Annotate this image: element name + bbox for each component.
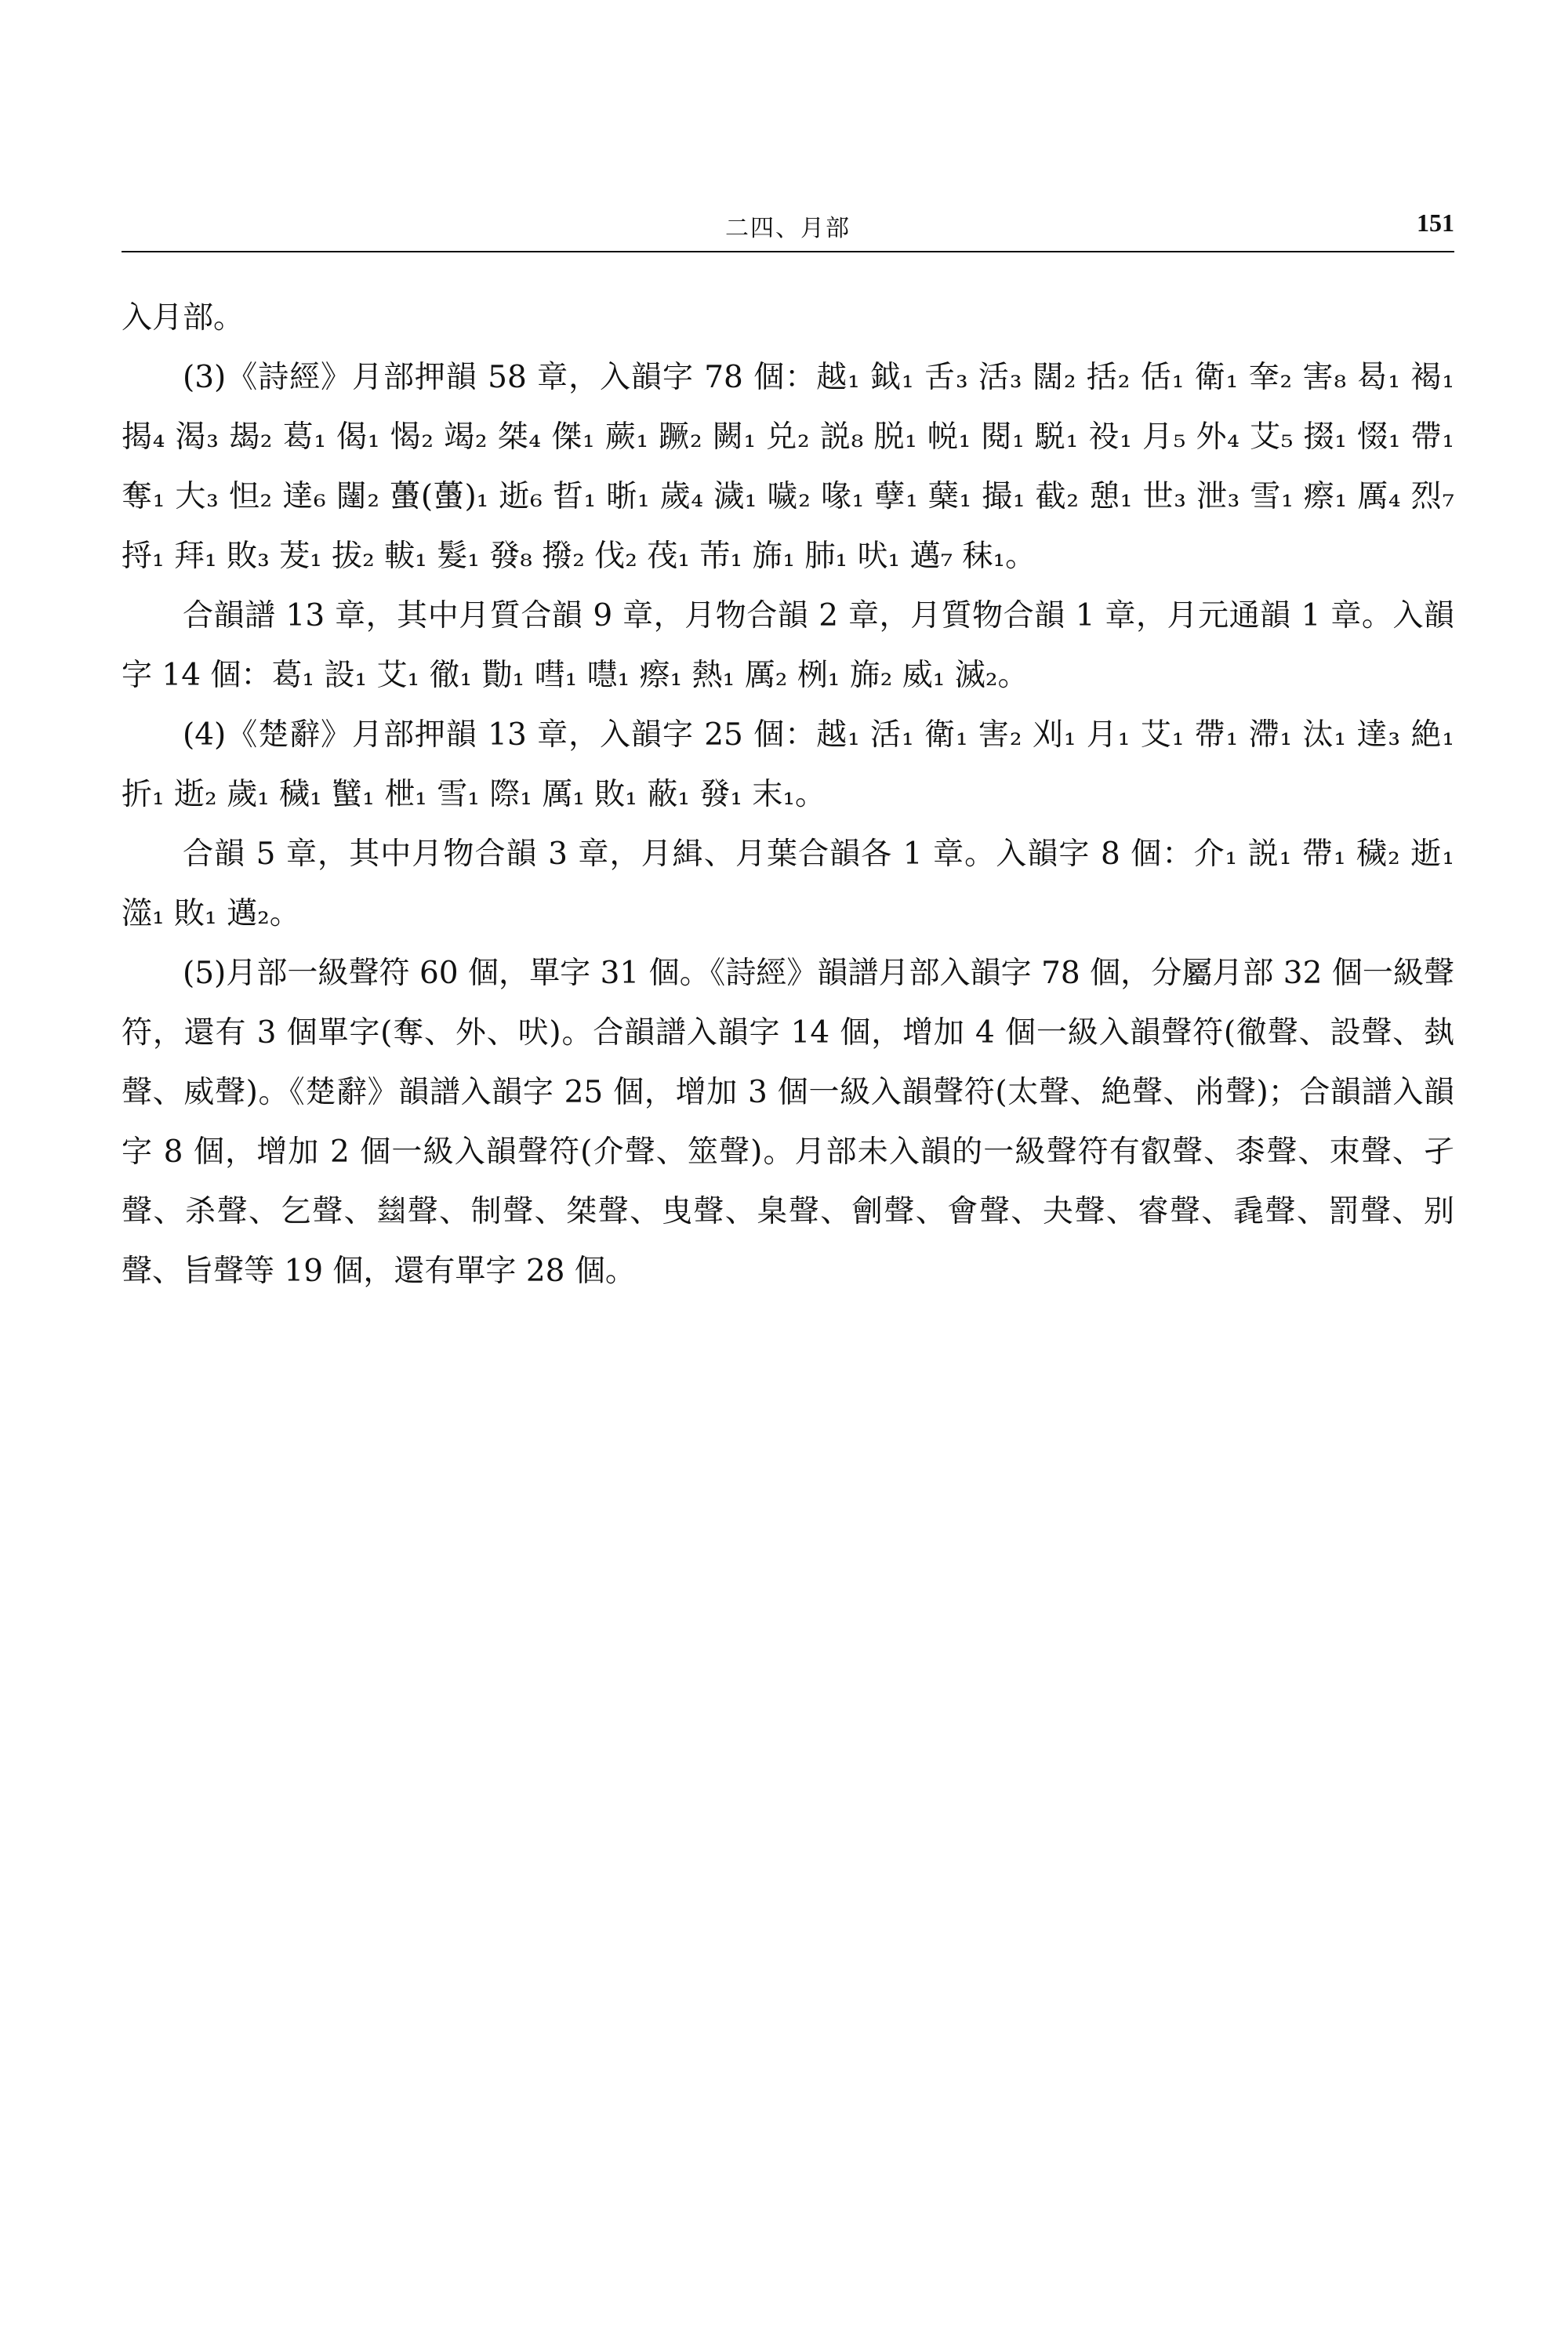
body-text: [122, 289, 1454, 1301]
paragraph-shijing-combined-rhymes: 合韻譜 13 章，其中月質合韻 9 章，月物合韻 2 章，月質物合韻 1 章，月元通韻 1 章。入韻字 14 個：葛₁ 設₁ 艾₁ 徹₁ 勩₁ 嘒₁ 嚖₁ 瘵₁ 熱₁ 厲₂ 栵₁ 旆₂ 威₁ 滅₂。: [122, 598, 1454, 693]
running-title: 二四、月部: [725, 215, 851, 242]
paragraph-shijing-rhymes: (3)《詩經》月部押韻 58 章，入韻字 78 個：越₁ 鉞₁ 舌₃ 活₃ 闊₂ 括₂ 佸₁ 衛₁ 羍₂ 害₈ 曷₁ 褐₁ 揭₄ 渴₃ 朅₂ 葛₁ 偈₁ 愒₂ 竭₂ 桀₄ 傑₁ 蕨₁ 蹶₂ 闕₁ 兑₂ 説₈ 脱₁ 帨₁ 閱₁ 駾₁ 祋₁ 月₅ 外₄ 艾₅ 掇₁ 惙₁ 帶₁ 奪₁ 大₃ 怛₂ 達₆ 闥₂ 蠆(蠆)₁ 逝₆ 晢₁ 晣₁ 歲₄ 濊₁ 噦₂ 喙₁ 孽₁ 蘖₁ 撮₁ 截₂ 憩₁ 世₃ 泄₃ 雪₁ 瘵₁ 厲₄ 烈₇ 捋₁ 拜₁ 敗₃ 茇₁ 拔₂ 軷₁ 髮₁ 發₈ 撥₂ 伐₂ 茷₁ 芾₁ 旆₁ 肺₁ 吠₁ 邁₇ 秣₁。: [122, 360, 1454, 574]
paragraph-chuci-combined-rhymes: 合韻 5 章，其中月物合韻 3 章，月緝、月葉合韻各 1 章。入韻字 8 個：介₁ 説₁ 帶₁ 穢₂ 逝₁ 澨₁ 敗₁ 邁₂。: [122, 837, 1454, 931]
header-rule: [122, 251, 1454, 252]
page-header: [122, 205, 1454, 260]
paragraph-phonetic-components: (5)月部一級聲符 60 個，單字 31 個。《詩經》韻譜月部入韻字 78 個，分屬月部 32 個一級聲符，還有 3 個單字(奪、外、吠)。合韻譜入韻字 14 個，增加 4 個一級入韻聲符(徹聲、設聲、埶聲、威聲)。《楚辭》韻譜入韻字 25 個，增加 3 個一級入韻聲符(太聲、絶聲、㡀聲)；合韻譜入韻字 8 個，增加 2 個一級入韻聲符(介聲、筮聲)。月部未入韻的一級聲符有叡聲、桼聲、朿聲、孑聲、杀聲、乞聲、𢇍聲、制聲、桀聲、曳聲、臬聲、劊聲、會聲、夬聲、睿聲、毳聲、罰聲、别聲、旨聲等 19 個，還有單字 28 個。: [122, 956, 1454, 1289]
page-number: 151: [1417, 209, 1454, 237]
paragraph-chuci-rhymes: (4)《楚辭》月部押韻 13 章，入韻字 25 個：越₁ 活₁ 衛₁ 害₂ 刈₁ 月₁ 艾₁ 帶₁ 滯₁ 汰₁ 達₃ 絶₁ 折₁ 逝₂ 歲₁ 穢₁ 蠥₁ 枻₁ 雪₁ 際₁ 厲₁ 敗₁ 蔽₁ 發₁ 末₁。: [122, 717, 1454, 812]
paragraph-continuation: 入月部。: [122, 300, 245, 336]
